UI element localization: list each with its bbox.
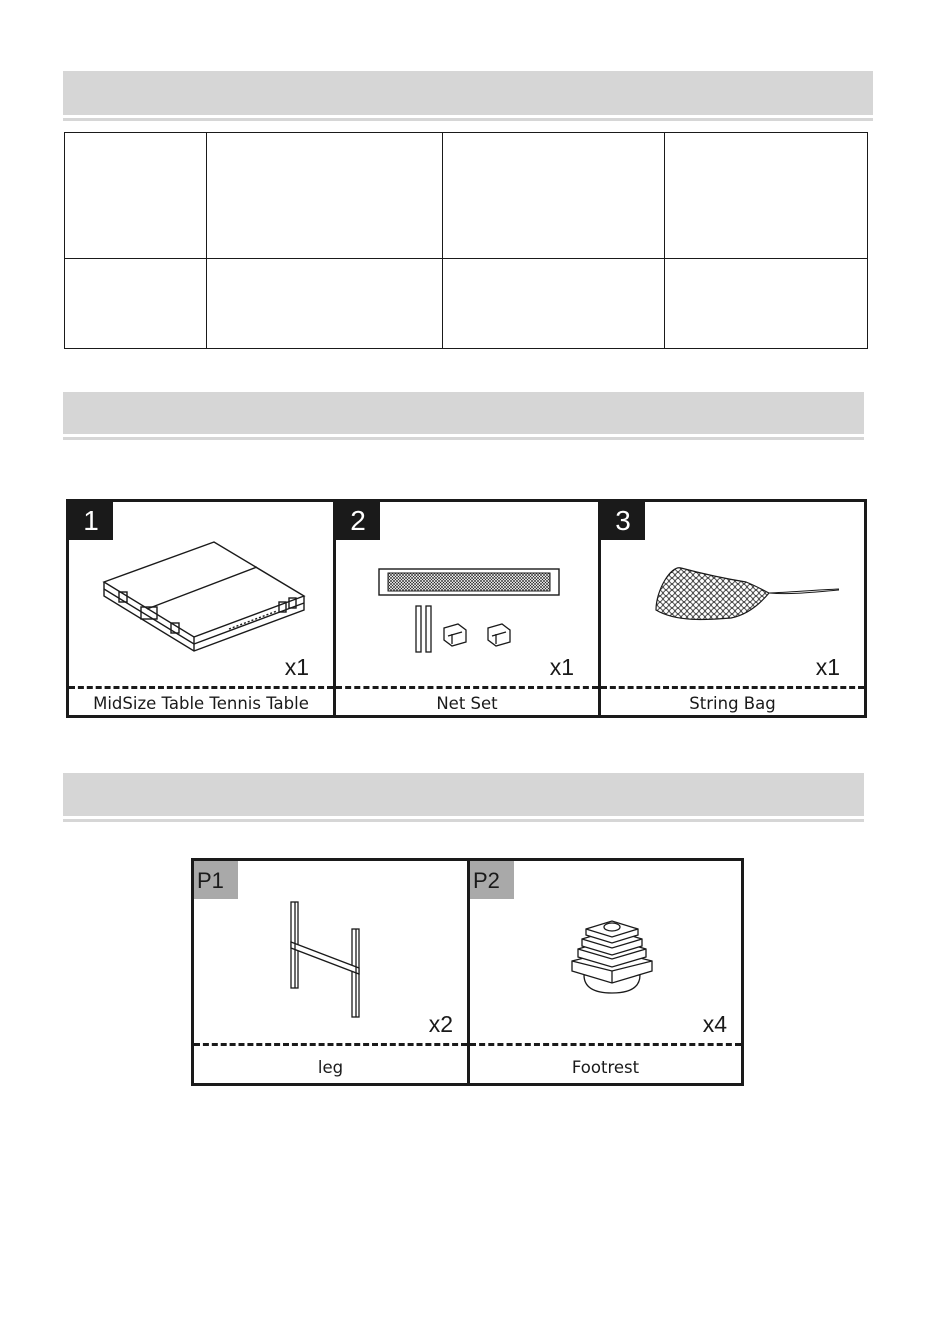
section-header-bar-1 <box>63 71 873 115</box>
dashed-divider <box>194 1043 467 1046</box>
part-quantity: x1 <box>815 654 840 680</box>
dashed-divider <box>336 686 598 689</box>
part-quantity: x1 <box>549 654 574 680</box>
leg-frame-icon <box>274 897 374 1027</box>
hardware-label: Footrest <box>571 1058 640 1077</box>
part-panel-1 <box>66 499 336 718</box>
hardware-label: leg <box>317 1058 344 1077</box>
net-set-icon <box>376 566 566 656</box>
part-number-badge: 2 <box>336 502 380 540</box>
hardware-panel-p1 <box>191 858 470 1086</box>
spec-table-row <box>65 133 868 259</box>
part-panel-3 <box>598 499 867 718</box>
spec-table <box>64 132 868 349</box>
spec-table-row <box>65 259 868 349</box>
footrest-icon <box>562 913 662 1003</box>
spec-table-cell <box>665 133 868 259</box>
section-header-rule-1 <box>63 118 873 121</box>
spec-table-cell <box>665 259 868 349</box>
part-quantity: x1 <box>284 654 309 680</box>
section-header-rule-3 <box>63 819 864 822</box>
spec-table-cell <box>443 133 665 259</box>
hardware-number-badge: P2 <box>470 861 514 899</box>
hardware-quantity: x2 <box>428 1011 453 1037</box>
spec-table-cell <box>207 133 443 259</box>
spec-table-cell <box>443 259 665 349</box>
spec-table-cell <box>65 133 207 259</box>
spec-table-cell <box>65 259 207 349</box>
section-header-bar-3 <box>63 773 864 816</box>
part-label: MidSize Table Tennis Table <box>93 694 309 713</box>
part-label: String Bag <box>689 694 776 713</box>
section-header-rule-2 <box>63 437 864 440</box>
section-header-bar-2 <box>63 392 864 434</box>
hardware-number-badge: P1 <box>194 861 238 899</box>
dashed-divider <box>470 1043 741 1046</box>
part-number-badge: 1 <box>69 502 113 540</box>
part-number-badge: 3 <box>601 502 645 540</box>
string-bag-icon <box>651 560 851 630</box>
folded-table-icon <box>99 534 319 659</box>
part-panel-2 <box>333 499 601 718</box>
part-label: Net Set <box>436 694 498 713</box>
dashed-divider <box>69 686 333 689</box>
dashed-divider <box>601 686 864 689</box>
spec-table-cell <box>207 259 443 349</box>
hardware-quantity: x4 <box>702 1011 727 1037</box>
hardware-panel-p2 <box>467 858 744 1086</box>
